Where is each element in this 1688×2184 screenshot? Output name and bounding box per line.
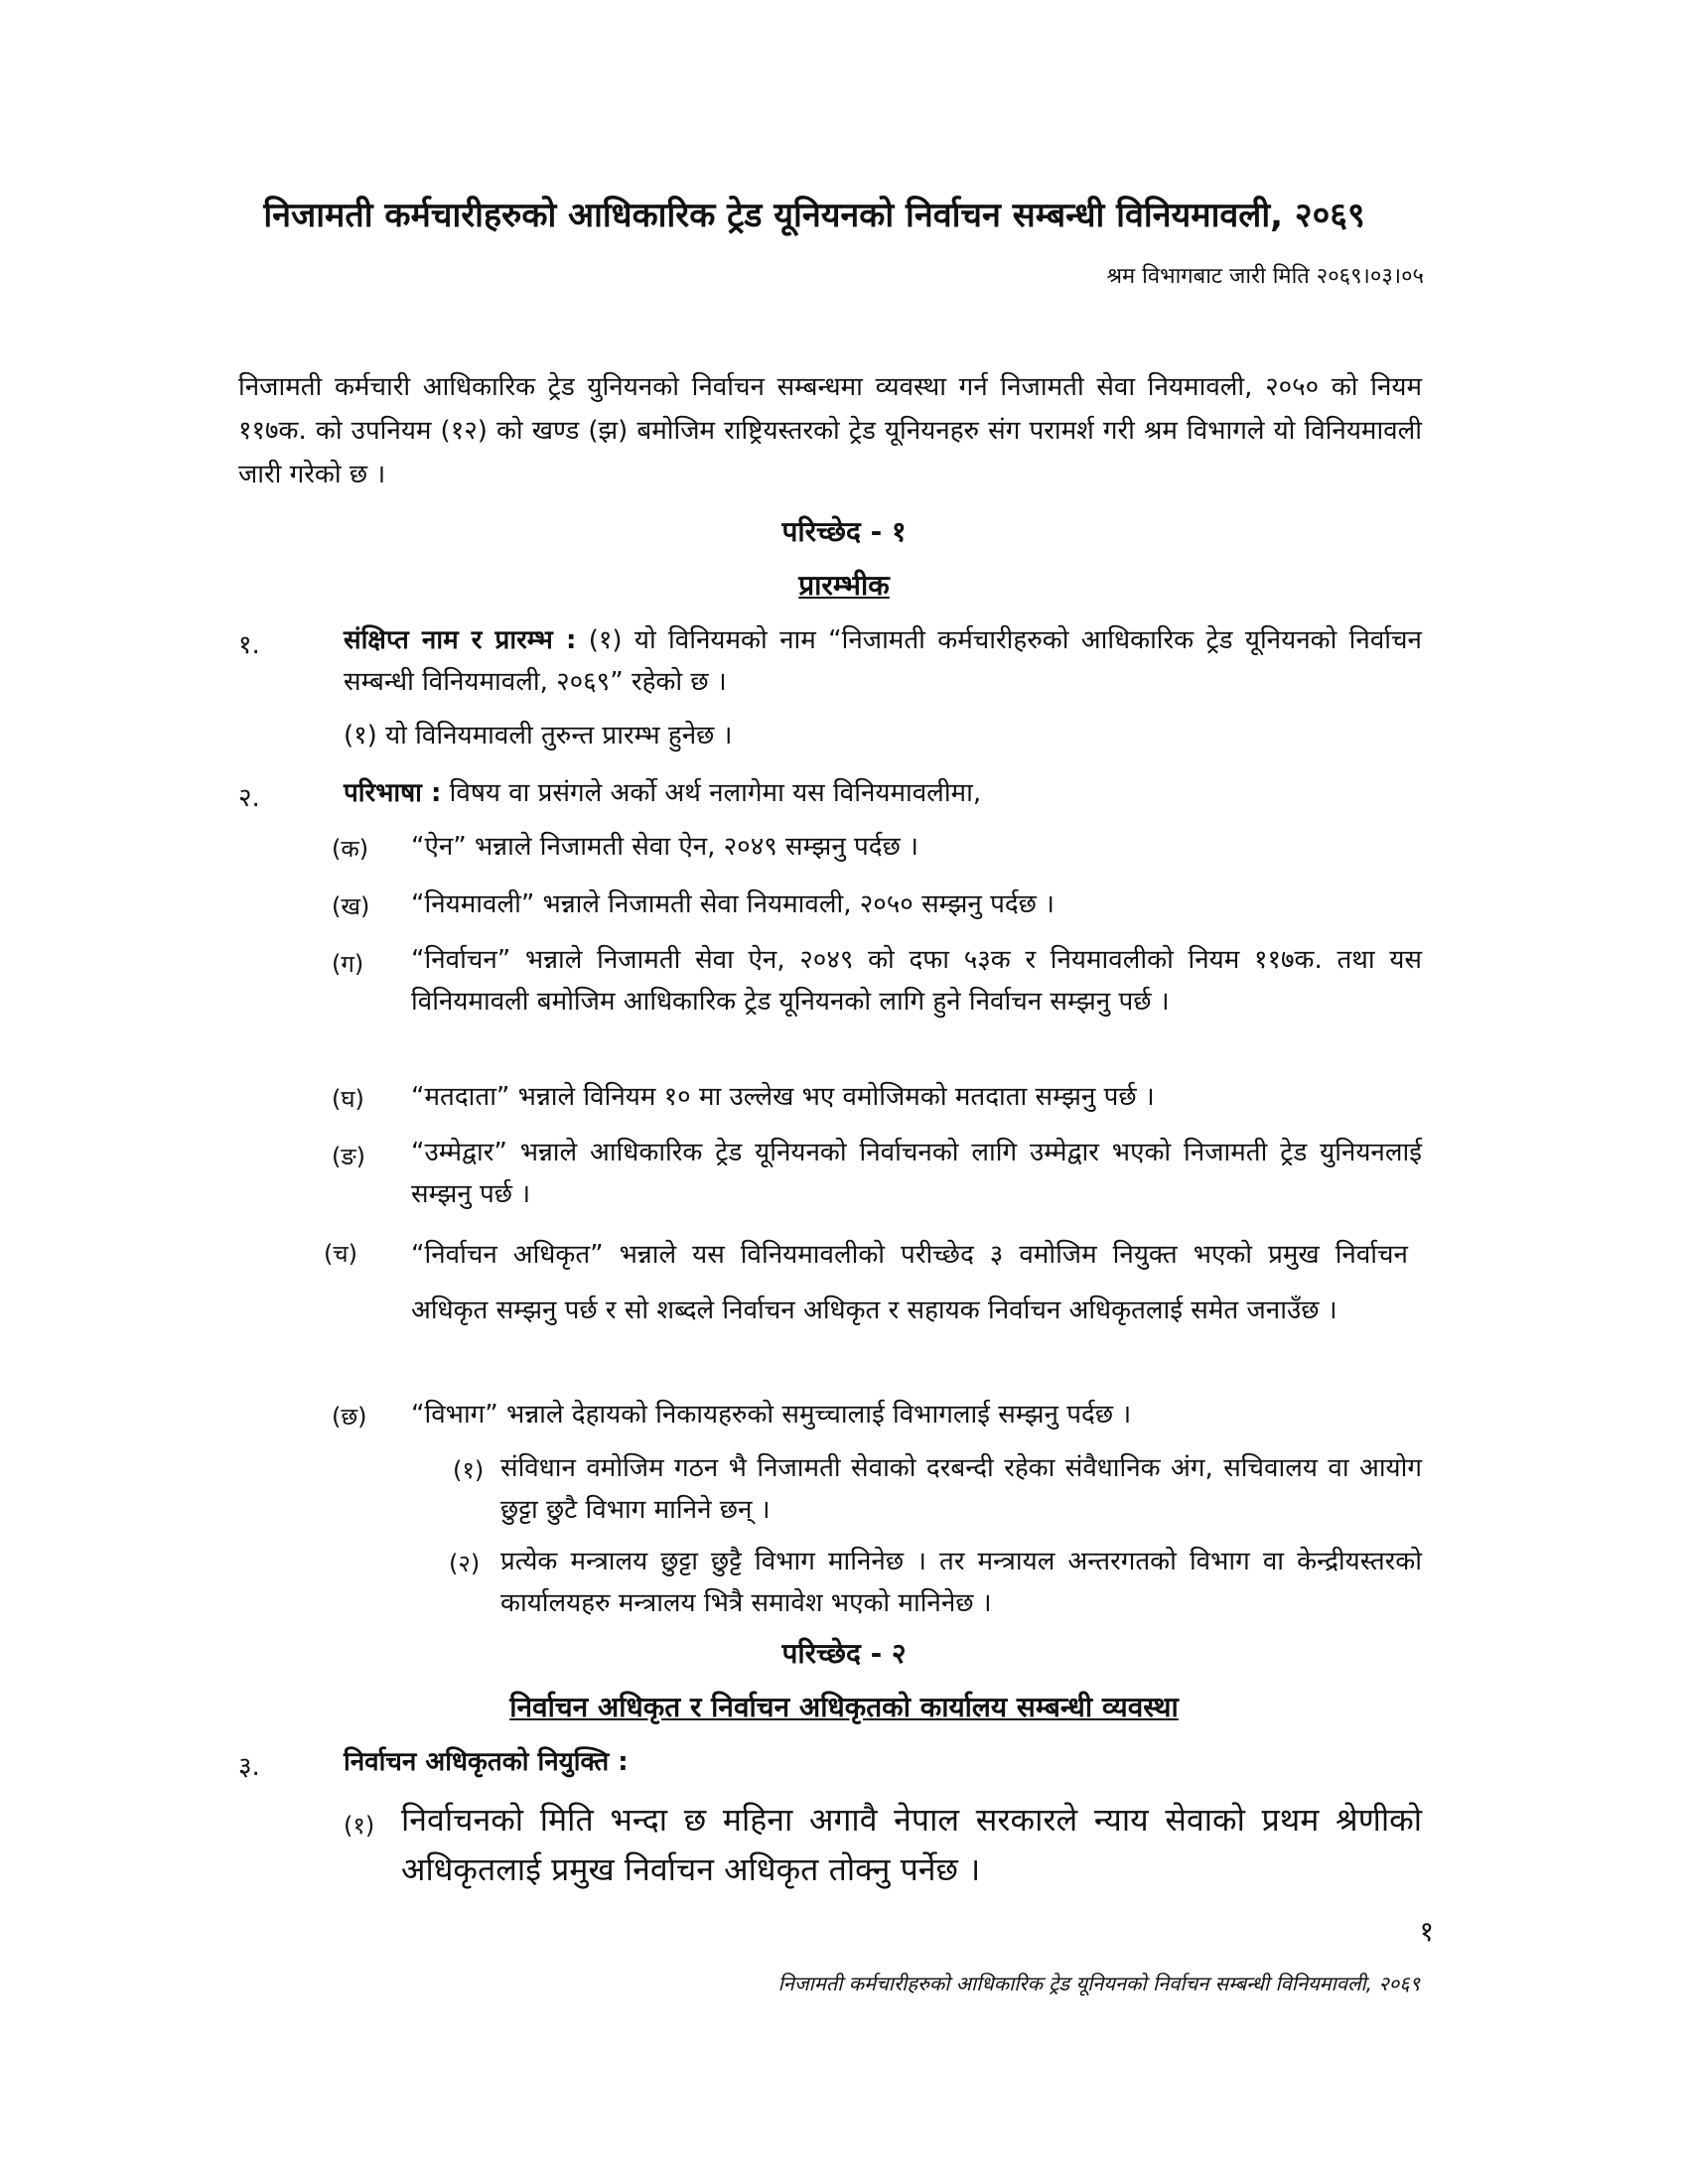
definition-mark: (च) bbox=[324, 1240, 357, 1268]
chapter-1-label: परिच्छेद - १ bbox=[781, 515, 907, 548]
chapter-2-label: परिच्छेद - २ bbox=[781, 1637, 907, 1670]
definition-mark: (छ) bbox=[332, 1403, 367, 1431]
section-3-heading: निर्वाचन अधिकृतको नियुक्ति : bbox=[344, 1747, 629, 1777]
section-1-heading: संक्षिप्त नाम र प्रारम्भ : bbox=[344, 625, 577, 655]
definition-text: “निर्वाचन” भन्नाले निजामती सेवा ऐन, २०४९ को दफा ५३क र नियमावलीको नियम ११७क. तथा यस विनियमावली बमोजिम आधिकारिक ट्रेड यूनियनको लागि हुने निर्वाचन सम्झनु पर्छ । bbox=[411, 945, 1422, 1017]
subitem-mark: (२) bbox=[449, 1550, 481, 1577]
section-2-number: २. bbox=[238, 783, 260, 813]
definition-mark: (ग) bbox=[332, 950, 364, 978]
chapter-2-title bbox=[0, 1688, 1688, 1725]
definition-text: “नियमावली” भन्नाले निजामती सेवा नियमावली, २०५० सम्झनु पर्दछ । bbox=[411, 889, 1055, 919]
chapter-1-title bbox=[0, 566, 1688, 604]
section-3-number: ३. bbox=[238, 1752, 260, 1782]
definition-text: “निर्वाचन अधिकृत” भन्नाले यस विनियमावलीको परीच्छेद ३ वमोजिम नियुक्त भएको प्रमुख निर्वाचन अधिकृत सम्झनु पर्छ र सो शब्दले निर्वाचन अधिकृत र सहायक निर्वाचन अधिकृतलाई समेत जनाउँछ । bbox=[411, 1240, 1408, 1325]
definition-text: “ऐन” भन्नाले निजामती सेवा ऐन, २०४९ सम्झनु पर्दछ । bbox=[411, 832, 918, 862]
subitem-text: प्रत्येक मन्त्रालय छुट्टा छुट्टै विभाग मानिनेछ । तर मन्त्रायल अन्तरगतको विभाग वा केन्द्रीयस्तरको कार्यालयहरु मन्त्रालय भित्रै समावेश भएको मानिनेछ । bbox=[500, 1547, 1422, 1618]
definition-mark: (घ) bbox=[332, 1085, 364, 1113]
section-2-text: विषय वा प्रसंगले अर्को अर्थ नलागेमा यस विनियमावलीमा, bbox=[449, 778, 982, 808]
chapter-2-title-text: निर्वाचन अधिकृत र निर्वाचन अधिकृतको कार्यालय सम्बन्धी व्यवस्था bbox=[509, 1691, 1179, 1723]
definition-text: “विभाग” भन्नाले देहायको निकायहरुको समुच्चालाई विभागलाई सम्झनु पर्दछ । bbox=[411, 1400, 1132, 1430]
definition-mark: (ङ) bbox=[332, 1143, 366, 1170]
section-1-text: (१) यो विनियमको नाम “निजामती कर्मचारीहरुको आधिकारिक ट्रेड यूनियनको निर्वाचन सम्बन्धी विनियमावली, २०६९” रहेको छ । bbox=[344, 625, 1422, 697]
running-footer: निजामती कर्मचारीहरुको आधिकारिक ट्रेड यूनियनको निर्वाचन सम्बन्धी विनियमावली, २०६९ bbox=[777, 1972, 1420, 1995]
section-2-heading: परिभाषा : bbox=[344, 778, 442, 808]
definition-text: “मतदाता” भन्नाले विनियम १० मा उल्लेख भए वमोजिमको मतदाता सम्झनु पर्छ । bbox=[411, 1082, 1155, 1112]
section-3-subclause-text: निर्वाचनको मिति भन्दा छ महिना अगावै नेपाल सरकारले न्याय सेवाको प्रथम श्रेणीको अधिकृतलाई प्रमुख निर्वाचन अधिकृत तोक्नु पर्नेछ । bbox=[401, 1801, 1422, 1888]
definition-mark: (ख) bbox=[332, 892, 370, 920]
section-1-subclause: (१) यो विनियमावली तुरुन्त प्रारम्भ हुनेछ । bbox=[344, 721, 733, 751]
section-1-number: १. bbox=[238, 630, 260, 660]
section-2-body bbox=[344, 772, 1422, 814]
issue-date: श्रम विभागबाट जारी मिति २०६९।०३।०५ bbox=[1106, 264, 1424, 289]
section-3-subclause-mark: (१) bbox=[344, 1812, 375, 1840]
preamble: निजामती कर्मचारी आधिकारिक ट्रेड युनियनको निर्वाचन सम्बन्धमा व्यवस्था गर्न निजामती सेवा नियमावली, २०५० को नियम ११७क. को उपनियम (१२) को खण्ड (झ) बमोजिम राष्ट्रियस्तरको ट्रेड यूनियनहरु संग परामर्श गरी श्रम विभागले यो विनियमावली जारी गरेको छ । bbox=[238, 372, 1422, 489]
document-title: निजामती कर्मचारीहरुको आधिकारिक ट्रेड यूनियनको निर्वाचन सम्बन्धी विनियमावली, २०६९ bbox=[263, 196, 1365, 235]
section-1-body bbox=[344, 619, 1422, 703]
definition-mark: (क) bbox=[332, 835, 369, 863]
page-number: १ bbox=[1419, 1915, 1434, 1948]
definition-text: “उम्मेद्वार” भन्नाले आधिकारिक ट्रेड यूनियनको निर्वाचनको लागि उम्मेद्वार भएको निजामती ट्रेड युनियनलाई सम्झनु पर्छ । bbox=[411, 1138, 1422, 1209]
subitem-mark: (१) bbox=[453, 1456, 485, 1484]
chapter-1-title-text: प्रारम्भीक bbox=[798, 569, 890, 602]
subitem-text: संविधान वमोजिम गठन भै निजामती सेवाको दरबन्दी रहेका संवैधानिक अंग, सचिवालय वा आयोग छुट्टा छुटै विभाग मानिने छन् । bbox=[500, 1453, 1422, 1525]
